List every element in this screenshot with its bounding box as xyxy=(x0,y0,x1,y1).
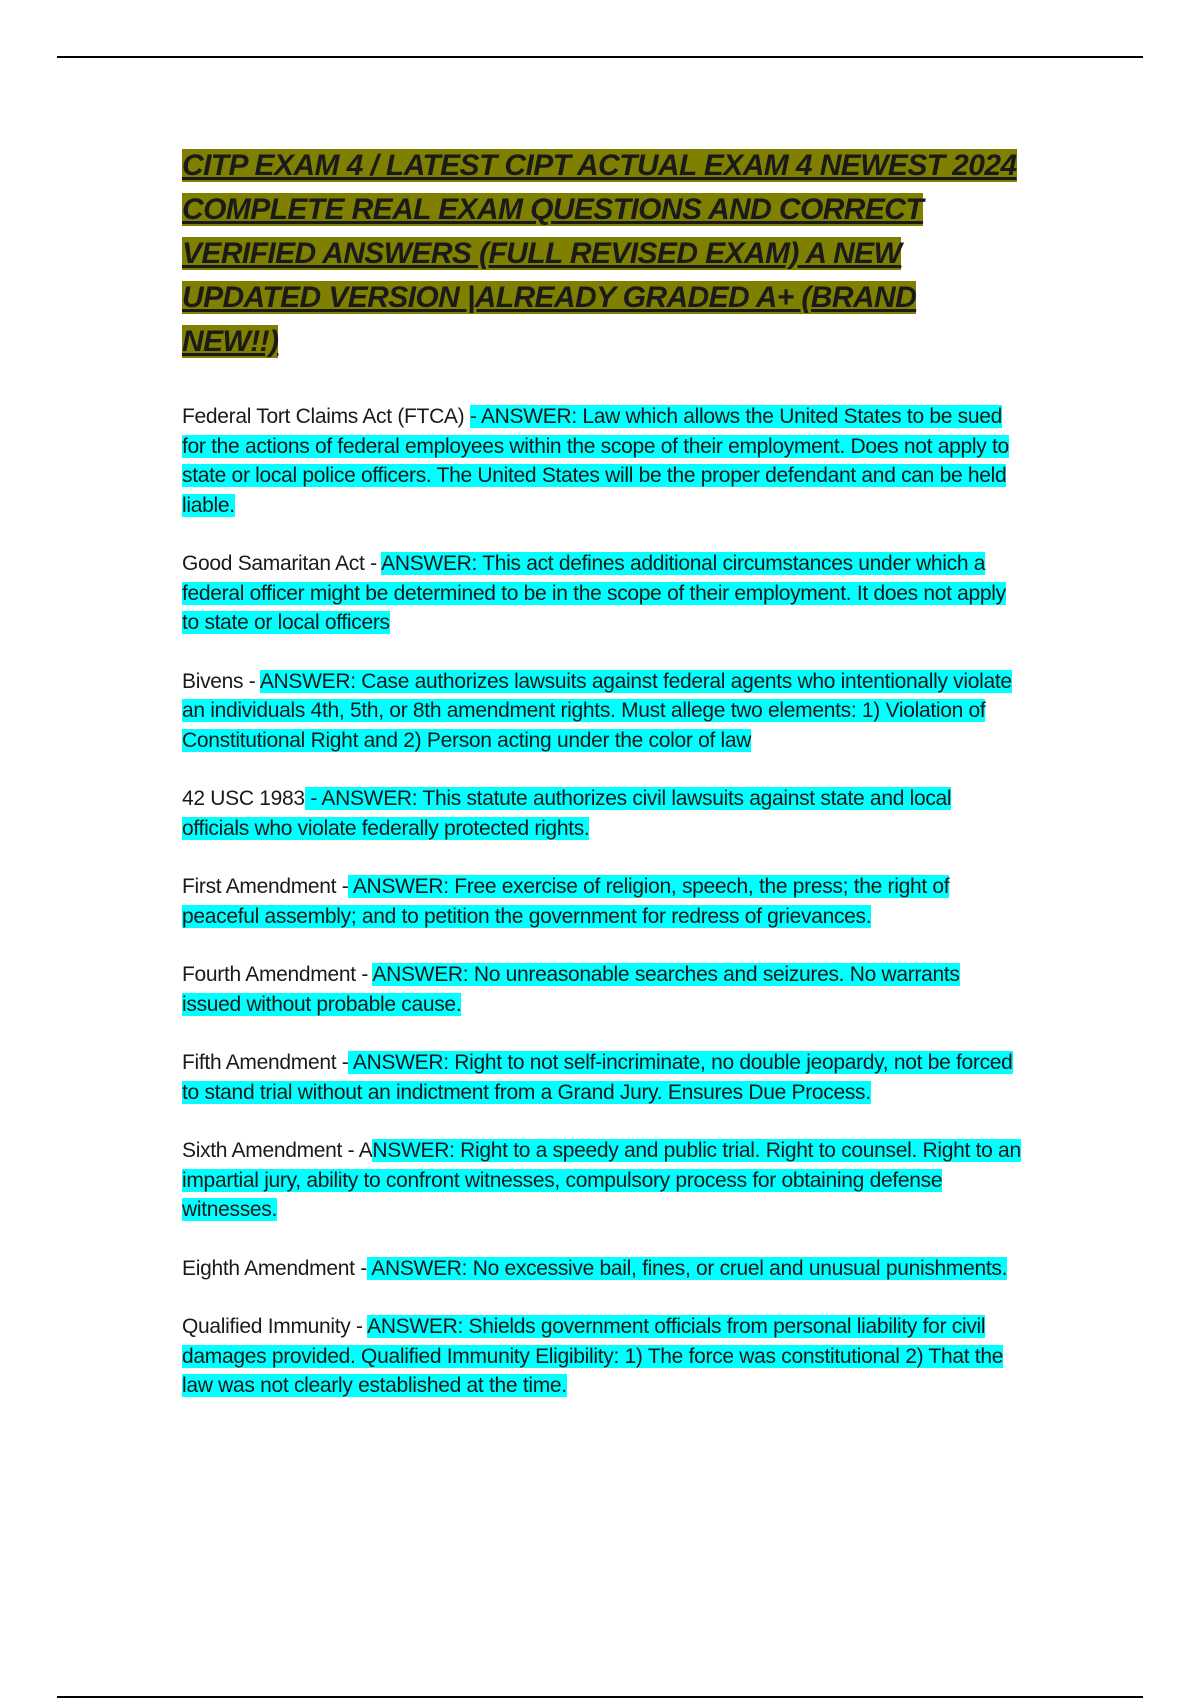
qa-term: Federal Tort Claims Act (FTCA) xyxy=(182,405,465,428)
qa-separator: - xyxy=(350,1315,368,1338)
qa-item xyxy=(182,1136,1022,1225)
qa-answer: ANSWER: Shields government officials from personal liability for civil damages provided. Qualified Immunity Eligibility: 1) The force was constitutional 2) That the law was not clearly established at the time. xyxy=(182,1315,1004,1397)
qa-separator: - xyxy=(336,1051,349,1074)
qa-term: Sixth Amendment xyxy=(182,1139,343,1162)
qa-answer: ANSWER: Free exercise of religion, speech, the press; the right of peaceful assembly; and to petition the government for redress of grievances. xyxy=(182,875,950,928)
qa-term: Qualified Immunity xyxy=(182,1315,351,1338)
qa-item xyxy=(182,1312,1022,1401)
qa-item xyxy=(182,402,1022,520)
qa-term: 42 USC 1983 xyxy=(182,787,305,810)
document-title xyxy=(182,144,1018,364)
qa-answer: ANSWER: No excessive bail, fines, or cruel and unusual punishments. xyxy=(366,1256,1008,1280)
qa-list xyxy=(182,402,1022,1401)
header-rule xyxy=(57,56,1143,58)
qa-answer: NSWER: Right to a speedy and public trial. Right to counsel. Right to an impartial jury, ability to confront witnesses, compulsory process for obtaining defense witnesses. xyxy=(182,1139,1021,1221)
qa-item xyxy=(182,1048,1022,1107)
qa-answer: ANSWER: Case authorizes lawsuits against federal agents who intentionally violate an individuals 4th, 5th, or 8th amendment rights. Must allege two elements: 1) Violation of Constitutional Right and 2) Person acting under the color of law xyxy=(182,669,1012,752)
qa-separator: - xyxy=(243,669,260,693)
qa-separator: - xyxy=(355,963,373,986)
qa-item xyxy=(182,872,1022,931)
qa-term: Fourth Amendment xyxy=(182,963,356,986)
qa-separator: - A xyxy=(342,1139,373,1162)
qa-term: First Amendment xyxy=(182,875,337,898)
qa-item xyxy=(182,667,1022,756)
qa-separator: - xyxy=(336,875,349,898)
document-title-text: CITP EXAM 4 / LATEST CIPT ACTUAL EXAM 4 NEWEST 2024 COMPLETE REAL EXAM QUESTIONS AND CORRECT VERIFIED ANSWERS (FULL REVISED EXAM) A NEW UPDATED VERSION |ALREADY GRADED A+ (BRAND NEW!!) xyxy=(182,149,1017,358)
qa-answer: - ANSWER: Law which allows the United States to be sued for the actions of federal employees within the scope of their employment. Does not apply to state or local police officers. The United States will be the proper defendant and can be held liable. xyxy=(182,405,1009,517)
qa-answer: ANSWER: Right to not self-incriminate, no double jeopardy, not be forced to stand trial without an indictment from a Grand Jury. Ensures Due Process. xyxy=(182,1051,1013,1104)
qa-answer: - ANSWER: This statute authorizes civil lawsuits against state and local officials who violate federally protected rights. xyxy=(182,787,952,840)
qa-term: Good Samaritan Act xyxy=(182,552,365,575)
qa-answer: ANSWER: No unreasonable searches and seizures. No warrants issued without probable cause. xyxy=(182,963,960,1016)
footer-rule xyxy=(57,1696,1143,1698)
qa-item xyxy=(182,960,1022,1019)
qa-separator: - xyxy=(354,1256,367,1280)
qa-item xyxy=(182,1254,1022,1284)
qa-term: Fifth Amendment xyxy=(182,1051,337,1074)
qa-answer: ANSWER: This act defines additional circumstances under which a federal officer might be determined to be in the scope of their employment. It does not apply to state or local officers xyxy=(182,552,1006,634)
qa-item xyxy=(182,549,1022,638)
qa-separator: - xyxy=(364,552,382,575)
qa-item xyxy=(182,784,1022,843)
document-body xyxy=(182,144,1022,1430)
qa-term: Bivens xyxy=(182,669,244,693)
qa-term: Eighth Amendment xyxy=(182,1256,355,1280)
